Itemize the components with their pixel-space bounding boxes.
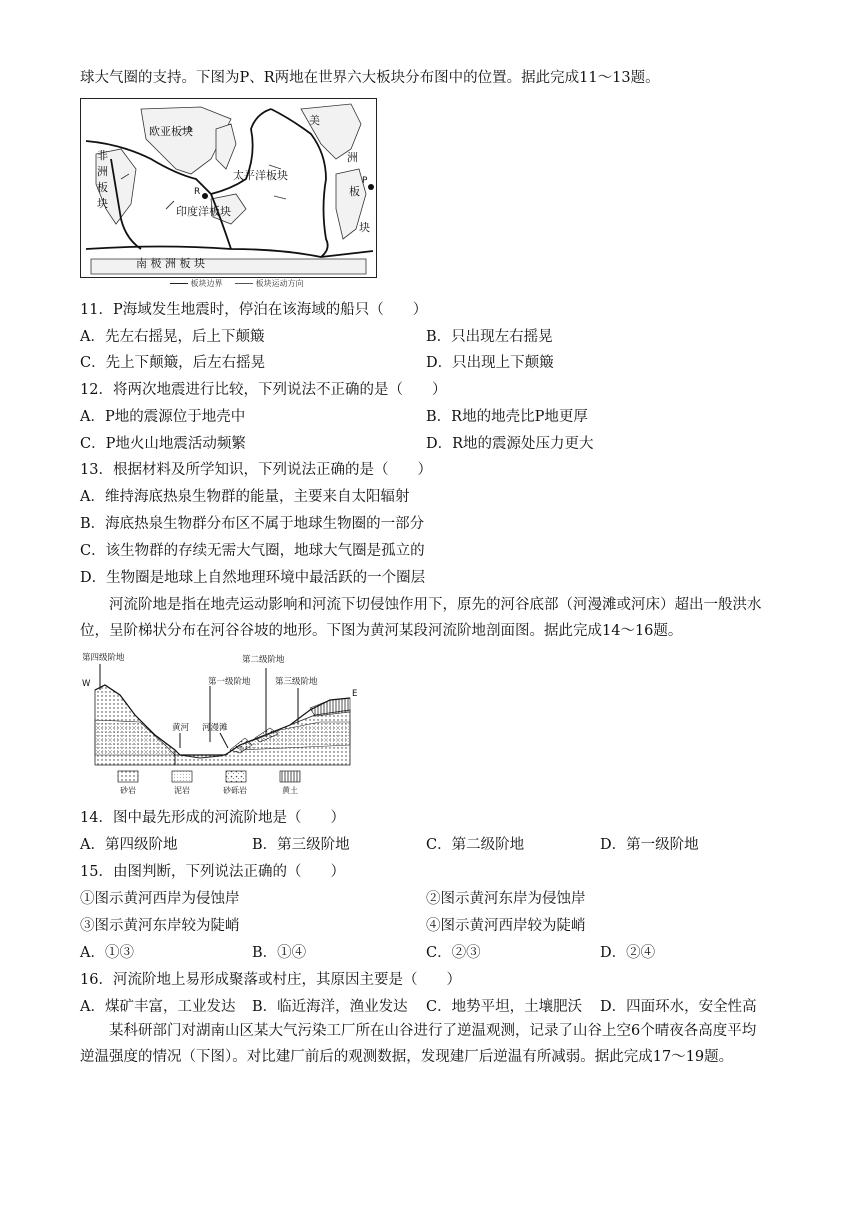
label-floodplain: 河漫滩 (202, 723, 228, 733)
mudstone-layer-west (95, 720, 175, 755)
question-12-option-d[interactable]: D．R地的震源处压力更大 (426, 436, 594, 452)
river-terrace-profile-figure (80, 650, 360, 795)
profile-svg (80, 650, 360, 795)
question-13-stem: 13．根据材料及所学知识，下列说法正确的是（ ） (80, 462, 432, 478)
question-15-statement-3: ③图示黄河东岸较为陡峭 (80, 918, 240, 934)
legend-sandstone-swatch (118, 771, 138, 782)
legend-gravel-label: 砂砾岩 (223, 786, 247, 795)
label-america-2: 洲 (347, 151, 358, 164)
label-west: W (82, 679, 91, 689)
question-15-statement-4: ④图示黄河西岸较为陡峭 (426, 918, 586, 934)
east-asia-landmass (216, 124, 236, 169)
question-14-option-a[interactable]: A．第四级阶地 (80, 837, 178, 853)
point-R-marker (202, 193, 208, 199)
legend-loess-swatch (280, 771, 300, 782)
question-16-option-d[interactable]: D．四面环水，安全性高 (600, 999, 757, 1015)
label-pacific: 太平洋板块 (233, 169, 288, 182)
motion-arrow (274, 196, 286, 199)
question-11-option-d[interactable]: D．只出现上下颠簸 (426, 355, 554, 371)
question-15-option-b[interactable]: B．①④ (252, 945, 307, 961)
label-america-1: 美 (309, 114, 320, 127)
label-america-3: 板 (349, 185, 360, 198)
question-16-option-b[interactable]: B．临近海洋，渔业发达 (252, 999, 408, 1015)
label-america-4: 块 (359, 221, 370, 234)
map-legend (170, 278, 304, 289)
label-R: R (194, 187, 201, 197)
label-east: E (352, 689, 358, 699)
question-15-statement-2: ②图示黄河东岸为侵蚀岸 (426, 891, 586, 907)
label-indian: 印度洋板块 (176, 205, 231, 218)
question-15-option-c[interactable]: C．②③ (426, 945, 481, 961)
question-14-option-d[interactable]: D．第一级阶地 (600, 837, 699, 853)
question-11-stem: 11．P海域发生地震时，停泊在该海域的船只（ ） (80, 302, 428, 318)
question-12-stem: 12．将两次地震进行比较，下列说法不正确的是（ ） (80, 382, 447, 398)
question-15-statement-1: ①图示黄河西岸为侵蚀岸 (80, 891, 240, 907)
question-15-stem: 15．由图判断，下列说法正确的（ ） (80, 864, 345, 880)
label-africa-4: 块 (97, 197, 108, 210)
legend-direction-arrow (235, 283, 253, 284)
label-fourth-terrace: 第四级阶地 (82, 653, 125, 663)
legend-loess-label: 黄土 (282, 786, 298, 795)
label-yellow-river: 黄河 (172, 723, 190, 733)
plate-map-svg (81, 99, 376, 277)
question-14-stem: 14．图中最先形成的河流阶地是（ ） (80, 810, 345, 826)
intro-text: 球大气圈的支持。下图为P、R两地在世界六大板块分布图中的位置。据此完成11～13题。 (80, 70, 660, 86)
label-first-terrace: 第一级阶地 (208, 677, 251, 687)
plate-map-figure (80, 98, 377, 278)
label-P: P (362, 176, 368, 186)
question-12-option-b[interactable]: B．R地的地壳比P地更厚 (426, 409, 588, 425)
legend-boundary-label: 板块边界 (190, 279, 223, 288)
point-P-marker (368, 184, 374, 190)
legend-boundary-line (170, 283, 188, 284)
label-africa-2: 洲 (97, 165, 108, 178)
legend-sandstone-label: 砂岩 (120, 786, 136, 795)
question-16-option-a[interactable]: A．煤矿丰富，工业发达 (80, 999, 236, 1015)
question-16-stem: 16．河流阶地上易形成聚落或村庄，其原因主要是（ ） (80, 972, 461, 988)
passage-inversion: 某科研部门对湖南山区某大气污染工厂所在山谷进行了逆温观测，记录了山谷上空6个晴夜各高度平均逆温强度的情况（下图）。对比建厂前后的观测数据，发现建厂后逆温有所减弱。据此完成17～19题。 (80, 1023, 757, 1065)
label-second-terrace: 第二级阶地 (242, 655, 285, 665)
question-12-option-c[interactable]: C．P地火山地震活动频繁 (80, 436, 246, 452)
label-africa-3: 板 (97, 181, 108, 194)
legend-mudstone-label: 泥岩 (174, 786, 190, 795)
label-eurasia: 欧亚板块 (149, 125, 193, 138)
antarctica-landmass (91, 259, 366, 274)
passage-river-terrace: 河流阶地是指在地壳运动影响和河流下切侵蚀作用下，原先的河谷底部（河漫滩或河床）超出一般洪水位，呈阶梯状分布在河谷谷坡的地形。下图为黄河某段河流阶地剖面图。据此完成14～16题。 (80, 597, 762, 639)
profile-legend (118, 771, 300, 795)
question-11-option-b[interactable]: B．只出现左右摇晃 (426, 329, 553, 345)
label-antarctic: 南 极 洲 板 块 (136, 257, 205, 270)
question-15-option-a[interactable]: A．①③ (80, 945, 134, 961)
legend-mudstone-swatch (172, 771, 192, 782)
question-11-option-a[interactable]: A．先左右摇晃，后上下颠簸 (80, 329, 265, 345)
question-13-option-b[interactable]: B．海底热泉生物群分布区不属于地球生物圈的一部分 (80, 516, 425, 532)
label-africa-1: 非 (97, 149, 108, 162)
motion-arrow (166, 201, 174, 209)
question-14-option-c[interactable]: C．第二级阶地 (426, 837, 525, 853)
legend-gravel-swatch (226, 771, 246, 782)
question-14-option-b[interactable]: B．第三级阶地 (252, 837, 350, 853)
question-13-option-d[interactable]: D．生物圈是地球上自然地理环境中最活跃的一个圈层 (80, 570, 426, 586)
question-13-option-a[interactable]: A．维持海底热泉生物群的能量，主要来自太阳辐射 (80, 489, 410, 505)
boundary-antarctic (86, 247, 373, 258)
legend-direction-label: 板块运动方向 (255, 279, 304, 288)
question-16-option-c[interactable]: C．地势平坦，土壤肥沃 (426, 999, 583, 1015)
arrow-floodplain (220, 733, 228, 748)
question-13-option-c[interactable]: C．该生物群的存续无需大气圈，地球大气圈是孤立的 (80, 543, 425, 559)
question-15-option-d[interactable]: D．②④ (600, 945, 656, 961)
label-third-terrace: 第三级阶地 (275, 677, 318, 687)
question-11-option-c[interactable]: C．先上下颠簸，后左右摇晃 (80, 355, 266, 371)
question-12-option-a[interactable]: A．P地的震源位于地壳中 (80, 409, 246, 425)
